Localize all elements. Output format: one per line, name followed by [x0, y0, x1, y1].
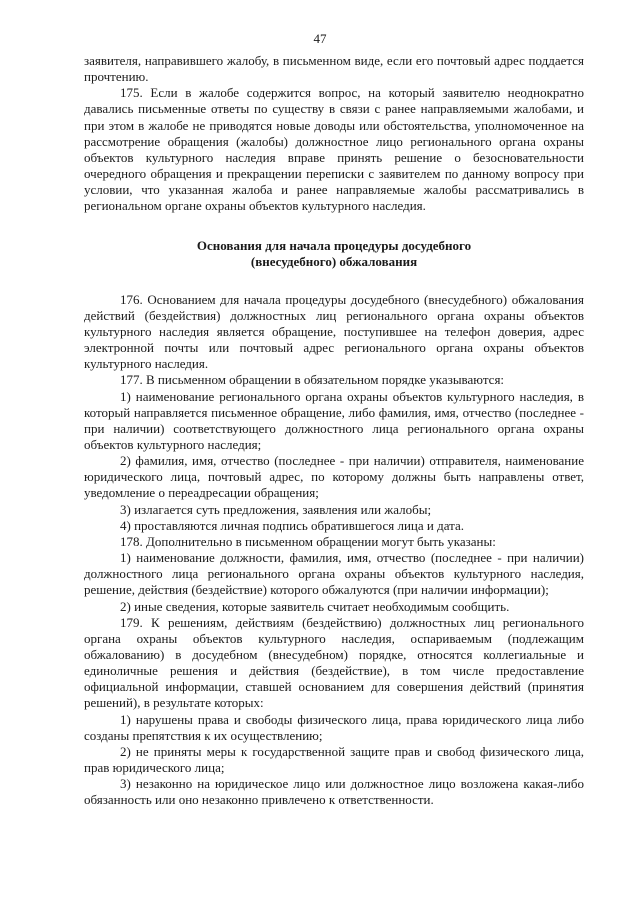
paragraph-177-item-4: 4) проставляются личная подпись обратившегося лица и дата. — [120, 517, 465, 533]
paragraph-continuation: заявителя, направившего жалобу, в письменном виде, если его почтовый адрес поддается прочтению. — [84, 53, 584, 85]
paragraph-179-item-2: 2) не приняты меры к государственной защите прав и свобод физического лица, прав юридического лица; — [84, 743, 584, 776]
paragraph-176: 176. Основанием для начала процедуры досудебного (внесудебного) обжалования действий (бездействия) должностных лиц регионального органа охраны объектов культурного наследия является обращение, поступившее на телефон доверия, адрес электронной почты или почтовый адрес регионального органа охраны объектов культурного наследия. — [84, 291, 584, 372]
paragraph-179-item-3: 3) незаконно на юридическое лицо или должностное лицо возложена какая-либо обязанность или оно незаконно привлечено к ответственности. — [84, 776, 584, 808]
section-heading — [84, 238, 584, 270]
paragraph-179-item-1: 1) нарушены права и свободы физического лица, права юридического лица либо созданы препятствия к их осуществлению; — [84, 711, 584, 743]
paragraph-178-item-2: 2) иные сведения, которые заявитель считает необходимым сообщить. — [120, 598, 510, 614]
paragraph-179: 179. К решениям, действиям (бездействию) должностных лиц регионального органа охраны объектов культурного наследия, оспариваемым (подлежащим обжалованию) в досудебном (внесудебном) порядке, относятся коллегиальные и единоличные решения и действия (бездействие), в том числе предоставление официальной информации, ставшей основанием для совершения действий (принятия решений), в результате которых: — [84, 614, 584, 711]
section-heading-line-2: (внесудебного) обжалования — [250, 253, 418, 269]
paragraph-177-item-2: 2) фамилия, имя, отчество (последнее - при наличии) отправителя, наименование юридического лица, почтовый адрес, по которому должны быть направлены ответ, уведомление о переадресации обращения; — [84, 453, 584, 501]
document-body — [84, 53, 584, 809]
paragraph-178-item-1: 1) наименование должности, фамилия, имя, отчество (последнее - при наличии) должностного лица регионального органа охраны объектов культурного наследия, решение, действия (бездействие) которого обжалуются (при наличии информации); — [84, 550, 584, 598]
paragraph-175: 175. Если в жалобе содержится вопрос, на который заявителю неоднократно давались письменные ответы по существу в связи с ранее направляемыми жалобами, и при этом в жалобе не приводятся новые доводы или обстоятельства, уполномоченное на рассмотрение обращения (жалобы) должностное лицо регионального органа охраны объектов культурного наследия вправе принять решение о безосновательности очередного обращения и прекращении переписки с заявителем по данному вопросу при условии, что указанная жалоба и ранее направляемые жалобы рассматривались в региональном органе охраны объектов культурного наследия. — [84, 85, 584, 214]
paragraph-177-item-1: 1) наименование регионального органа охраны объектов культурного наследия, в который направляется письменное обращение, либо фамилия, имя, отчество (последнее - при наличии) соответствующего должностного лица регионального органа охраны объектов культурного наследия; — [84, 388, 584, 452]
page-number: 47 — [313, 31, 327, 46]
section-heading-line-1: Основания для начала процедуры досудебного — [196, 237, 472, 253]
paragraph-178: 178. Дополнительно в письменном обращении могут быть указаны: — [120, 533, 496, 549]
paragraph-177-item-3: 3) излагается суть предложения, заявления или жалобы; — [120, 501, 432, 517]
paragraph-177: 177. В письменном обращении в обязательном порядке указываются: — [120, 372, 505, 388]
